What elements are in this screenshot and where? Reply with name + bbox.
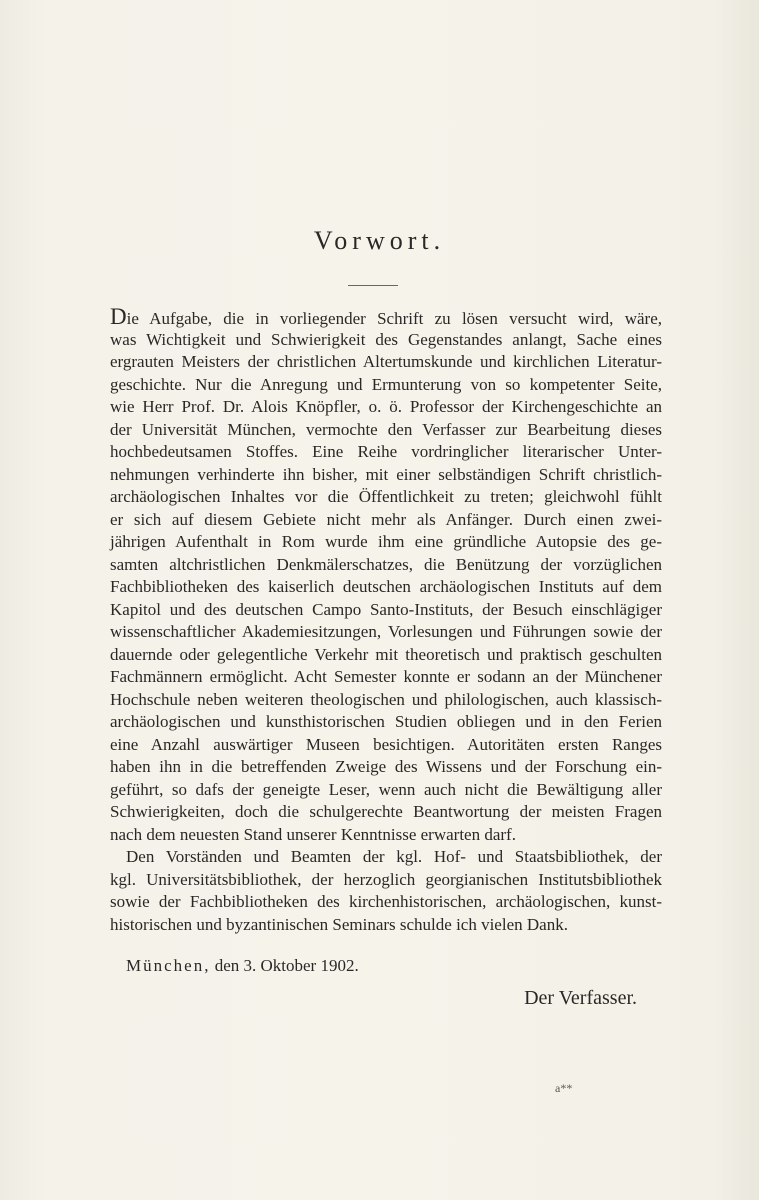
text-line: wie Herr Prof. Dr. Alois Knöpfler, o. ö. Professor der Kirchengeschichte an xyxy=(110,397,662,416)
text-line: Hochschule neben weiteren theologischen und philologischen, auch klassisch- xyxy=(110,689,662,709)
text-line: Den Vorständen und Beamten der kgl. Hof- und Staatsbibliothek, der xyxy=(126,847,662,866)
text-line: ergrauten Meisters der christlichen Altertumskunde und kirchlichen Literatur- xyxy=(110,352,662,371)
initial-letter: D xyxy=(110,304,127,329)
text-line: archäologischen und kunsthistorischen Studien obliegen und in den Ferien xyxy=(110,712,662,731)
text-line: sowie der Fachbibliotheken des kirchenhistorischen, archäologischen, kunst- xyxy=(110,892,662,911)
text-line: historischen und byzantinischen Seminars schulde ich vielen Dank. xyxy=(110,914,568,934)
text-line: wissenschaftlicher Akademiesitzungen, Vorlesungen und Führungen sowie der xyxy=(110,622,662,641)
paragraph-1 xyxy=(110,306,662,846)
text-line: Schwierigkeiten, doch die schulgerechte Beantwortung der meisten Fragen xyxy=(110,802,662,821)
text-line xyxy=(110,306,662,329)
printer-signature-mark: a** xyxy=(555,1081,573,1095)
paragraph-2 xyxy=(110,846,662,936)
text-line: was Wichtigkeit und Schwierigkeit des Gegenstandes anlangt, Sache eines xyxy=(110,329,662,349)
text-line: haben ihn in die betreffenden Zweige des Wissens und der Forschung ein- xyxy=(110,757,662,776)
title-rule xyxy=(348,285,398,286)
signature: Der Verfasser. xyxy=(524,987,637,1009)
text-line: nach dem neuesten Stand unserer Kenntnisse erwarten darf. xyxy=(110,824,516,844)
text-line: nehmungen verhinderte ihn bisher, mit einer selbständigen Schrift christlich- xyxy=(110,464,662,484)
text-line: Fachbibliotheken des kaiserlich deutschen archäologischen Instituts auf dem xyxy=(110,577,662,596)
dateline xyxy=(126,956,359,976)
text-line: kgl. Universitätsbibliothek, der herzoglich georgianischen Institutsbibliothek xyxy=(110,869,662,889)
dateline-place: München, xyxy=(126,956,211,975)
text-line: dauernde oder gelegentliche Verkehr mit theoretisch und praktisch geschulten xyxy=(110,644,662,664)
text-line: archäologischen Inhaltes vor die Öffentlichkeit zu treten; gleichwohl fühlt xyxy=(110,487,662,506)
text-line: jährigen Aufenthalt in Rom wurde ihm eine gründliche Autopsie des ge- xyxy=(110,532,662,551)
text-line: der Universität München, vermochte den Verfasser zur Bearbeitung dieses xyxy=(110,419,662,439)
text-line: eine Anzahl auswärtiger Museen besichtigen. Autoritäten ersten Ranges xyxy=(110,734,662,754)
dateline-date: den 3. Oktober 1902. xyxy=(210,956,359,975)
preface-text xyxy=(110,306,662,936)
text-line: geschichte. Nur die Anregung und Ermunterung von so kompetenter Seite, xyxy=(110,374,662,394)
text-line: Fachmännern ermöglicht. Acht Semester konnte er sodann an der Münchener xyxy=(110,667,662,686)
text-line: geführt, so dafs der geneigte Leser, wenn auch nicht die Bewältigung aller xyxy=(110,779,662,799)
page-title: Vorwort. xyxy=(313,226,446,255)
text-line: hochbedeutsamen Stoffes. Eine Reihe vordringlicher literarischer Unter- xyxy=(110,442,662,461)
text-line: er sich auf diesem Gebiete nicht mehr als Anfänger. Durch einen zwei- xyxy=(110,509,662,529)
text-line: Kapitol und des deutschen Campo Santo-Instituts, der Besuch einschlägiger xyxy=(110,599,662,619)
text-line: samten altchristlichen Denkmälerschatzes, die Benützung der vorzüglichen xyxy=(110,554,662,574)
line-text: ie Aufgabe, die in vorliegender Schrift zu lösen versucht wird, wäre, xyxy=(126,309,662,328)
